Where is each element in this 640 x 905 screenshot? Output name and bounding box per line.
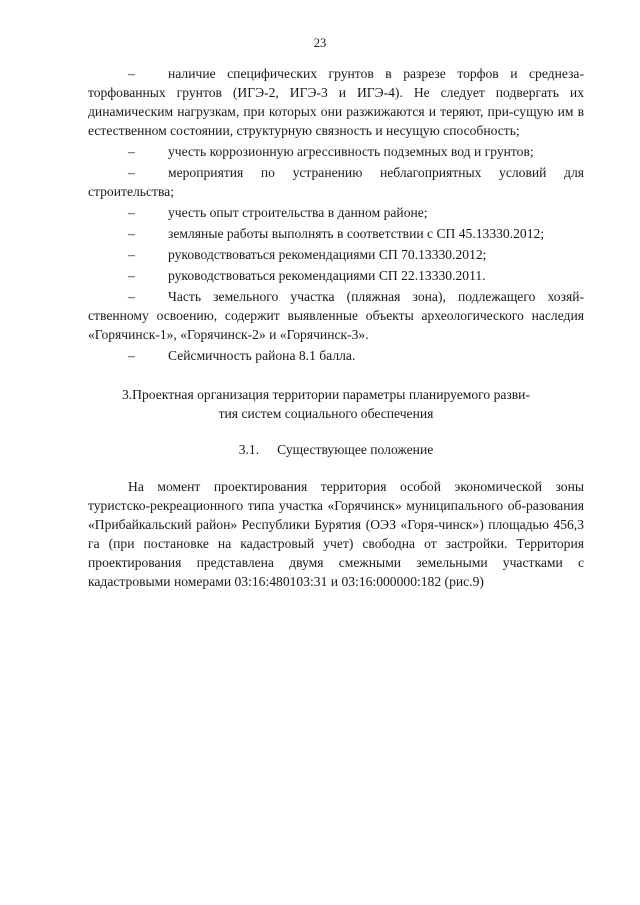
- list-item-text: учесть опыт строительства в данном районе;: [168, 205, 428, 220]
- list-item: [88, 266, 584, 285]
- list-item-text: мероприятия по устранению неблагоприятных условий для строительства;: [88, 165, 584, 199]
- list-dash: –: [128, 348, 135, 363]
- list-item-text: учесть коррозионную агрессивность подземных вод и грунтов;: [168, 144, 534, 159]
- list-item-text: земляные работы выполнять в соответствии с СП 45.13330.2012;: [168, 226, 545, 241]
- section-heading-line: тия систем социального обеспечения: [218, 406, 434, 421]
- page-number: 23: [313, 36, 327, 50]
- list-dash: –: [128, 165, 135, 180]
- document-body: [88, 64, 584, 591]
- list-item-text: Сейсмичность района 8.1 балла.: [168, 348, 356, 363]
- list-dash: –: [128, 268, 135, 283]
- list-dash: –: [128, 247, 135, 262]
- subsection-number: 3.1.: [238, 442, 260, 457]
- list-item: [88, 163, 584, 201]
- body-paragraph: На момент проектирования территория особой экономической зоны туристско-рекреационного типа участка «Горячинск» муниципального об-разования «Прибайкальский район» Республики Бурятия (ОЭЗ «Горя-чинск») площадью 456,3 га (при постановке на кадастровый учет) свободна от застройки. Территория проектирования представлена двумя смежными земельными участками с кадастровыми номерами 03:16:480103:31 и 03:16:000000:182 (рис.9): [88, 479, 584, 589]
- list-dash: –: [128, 289, 135, 304]
- list-item: [88, 64, 584, 140]
- section-heading-line: 3.Проектная организация территории параметры планируемого разви-: [121, 387, 530, 402]
- list-item-text: наличие специфических грунтов в разрезе торфов и среднеза-торфованных грунтов (ИГЭ-2, ИГЭ-3 и ИГЭ-4). Не следует подвергать их динамическим нагрузкам, при которых они разжижаются и теряют, при-сущую им в естественном состоянии, структурную связность и несущую способность;: [88, 66, 584, 138]
- list-dash: –: [128, 205, 135, 220]
- list-item-text: Часть земельного участка (пляжная зона), подлежащего хозяй-ственному освоению, содержит выявленные объекты археологического наследия «Горячинск-1», «Горячинск-2» и «Горячинск-3».: [88, 289, 584, 342]
- list-dash: –: [128, 66, 135, 81]
- list-dash: –: [128, 226, 135, 241]
- list-item: [88, 287, 584, 344]
- section-heading: [88, 385, 564, 423]
- list-dash: –: [128, 144, 135, 159]
- list-item: [88, 346, 584, 365]
- list-item: [88, 224, 584, 243]
- list-item: [88, 142, 584, 161]
- list-item-text: руководствоваться рекомендациями СП 22.13330.2011.: [168, 268, 486, 283]
- list-item-text: руководствоваться рекомендациями СП 70.13330.2012;: [168, 247, 487, 262]
- list-item: [88, 203, 584, 222]
- subsection-title: Существующее положение: [277, 442, 434, 457]
- subsection-heading: [88, 440, 584, 459]
- list-item: [88, 245, 584, 264]
